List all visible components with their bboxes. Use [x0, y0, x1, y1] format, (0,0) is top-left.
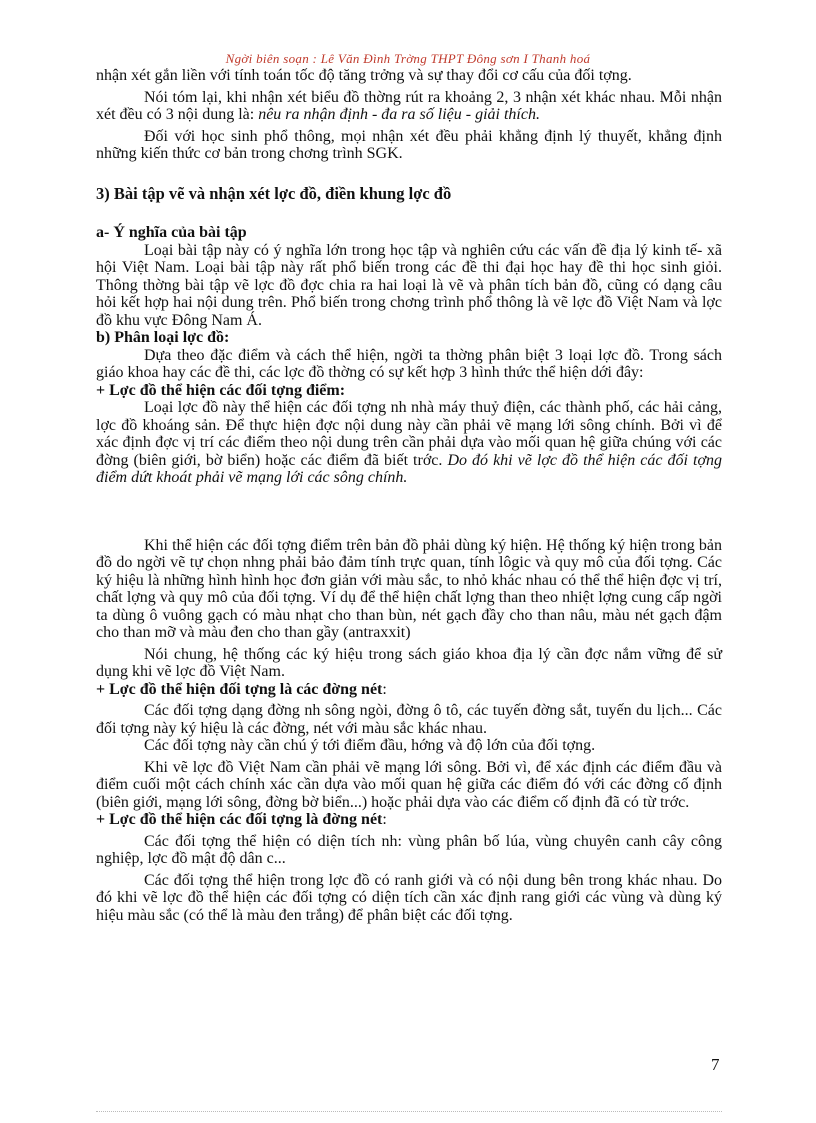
list-heading-colon: : — [382, 680, 387, 698]
paragraph — [96, 89, 722, 124]
paragraph: Loại bài tập này có ý nghĩa lớn trong học tập và nghiên cứu các vấn đề địa lý kinh tế- xã hội Việt Nam. Loại bài tập này rất phổ biến trong các đề thi đại học hay đề thi học sinh giỏi. Thông thờng bài tập vẽ lợc đồ đợc chia ra hai loại là vẽ và phân tích bản đồ, cũng có dạng câu hỏi kết hợp hai nội dung trên. Phổ biến trong chơng trình phổ thông là vẽ lợc đồ Việt Nam và lợc đồ khu vực Đông Nam Á. — [96, 241, 722, 329]
list-heading-colon: : — [382, 811, 387, 828]
paragraph: Khi thể hiện các đối tợng điểm trên bản đồ phải dùng ký hiện. Hệ thống ký hiện trong bản đồ do ngời vẽ tự chọn nhng phải bảo đảm tính trực quan, tính lôgic và quy mô của đối tợng. Các ký hiệu là những hình hình học đơn giản với màu sắc, to nhỏ khác nhau có thể thể hiện đợc vị trí, chất lợng và quy mô của đối tợng. Ví dụ để thể hiện chất lợng than theo nhiệt lợng cung cấp ngời ta dùng ô vuông gạch có màu nhạt cho than bùn, nét gạch đầy cho than nâu, màu nét gạch đậm cho than mỡ và màu đen cho than gầy (antraxxit) — [96, 536, 722, 641]
subsection-heading: b) Phân loại lợc đồ: — [96, 329, 230, 346]
paragraph: Các đối tợng này cần chú ý tới điểm đầu, hớng và độ lớn của đối tợng. — [144, 737, 596, 754]
paragraph: Đối với học sinh phổ thông, mọi nhận xét đều phải khẳng định lý thuyết, khẳng định những kiến thức cơ bản trong chơng trình SGK. — [96, 127, 722, 162]
paragraph-italic-text: Do đó khi vẽ lợc đồ thể hiện các đối tợng điểm dứt khoát phải vẽ mạng lới các sông chính. — [96, 451, 722, 486]
list-heading-text: + Lợc đồ thể hiện các đối tợng là đờng nét — [96, 811, 383, 828]
paragraph: Khi vẽ lợc đồ Việt Nam cần phải vẽ mạng lới sông. Bởi vì, để xác định các điểm đầu và điểm cuối một cách chính xác cần dựa vào mối quan hệ giữa các điểm đó với các đờng cố định (biên giới, mạng lới sông, đờng bờ biển...) hoặc phải dựa vào các điểm cố định đã có từ trớc. — [96, 758, 722, 811]
paragraph: Các đối tợng dạng đờng nh sông ngòi, đờng ô tô, các tuyến đờng sắt, tuyến du lịch... Các đối tợng này ký hiệu là các đờng, nét với màu sắc khác nhau. — [96, 702, 722, 737]
section-heading: 3) Bài tập vẽ và nhận xét lợc đồ, điền khung lợc đồ — [96, 183, 452, 203]
paragraph-text: Loại lợc đồ này thể hiện các đối tợng nh nhà máy thuỷ điện, các thành phố, các hải cảng, lợc đồ khoáng sản. Để thực hiện đợc nội dung này cần phải vẽ mạng lới sông chính. Bởi vì để xác định đợc vị trí các điểm theo nội dung trên cần phải dựa vào mối quan hệ giữa chúng với các đờng (biên giới, bờ biển) hoặc các điểm đã biết trớc. — [96, 399, 722, 469]
paragraph: Các đối tợng thể hiện có diện tích nh: vùng phân bố lúa, vùng chuyên canh cây công nghiệp, lợc đồ mật độ dân c... — [96, 832, 722, 867]
list-heading-text: + Lợc đồ thể hiện đối tợng là các đờng nét — [96, 680, 383, 698]
list-heading: + Lợc đồ thể hiện các đối tợng điểm: — [96, 381, 346, 399]
paragraph-italic-text: nêu ra nhận định - đa ra số liệu - giải thích. — [258, 106, 540, 123]
list-heading — [96, 811, 722, 829]
list-heading — [96, 681, 722, 699]
subsection-heading: a- Ý nghĩa của bài tập — [96, 224, 247, 241]
page-header: Ngời biên soạn : Lê Văn Đình Trờng THPT Đông sơn I Thanh hoá — [225, 51, 591, 66]
paragraph: Các đối tợng thể hiện trong lợc đồ có ranh giới và có nội dung bên trong khác nhau. Do đó khi vẽ lợc đồ thể hiện các đối tợng có diện tích cần xác định rang giới các vùng và dùng ký hiệu màu sắc (có thể là màu đen trắng) để phân biệt các đối tợng. — [96, 871, 722, 924]
paragraph: nhận xét gắn liền với tính toán tốc độ tăng trởng và sự thay đổi cơ cấu của đối tợng. — [96, 67, 632, 84]
paragraph-text: Nói tóm lại, khi nhận xét biểu đồ thờng rút ra khoảng 2, 3 nhận xét khác nhau. Mỗi nhận xét đều có 3 nội dung là: — [96, 88, 722, 123]
footer-divider — [96, 1111, 722, 1112]
paragraph: Nói chung, hệ thống các ký hiệu trong sách giáo khoa địa lý cần đợc nắm vững để sử dụng khi vẽ lợc đồ Việt Nam. — [96, 645, 722, 680]
paragraph — [96, 399, 722, 487]
paragraph: Dựa theo đặc điểm và cách thể hiện, ngời ta thờng phân biệt 3 loại lợc đồ. Trong sách giáo khoa hay các đề thi, các lợc đồ thờng có sự kết hợp 3 hình thức thể hiện dới đây: — [96, 346, 722, 381]
document-body — [96, 67, 722, 924]
page-number: 7 — [711, 1055, 720, 1074]
